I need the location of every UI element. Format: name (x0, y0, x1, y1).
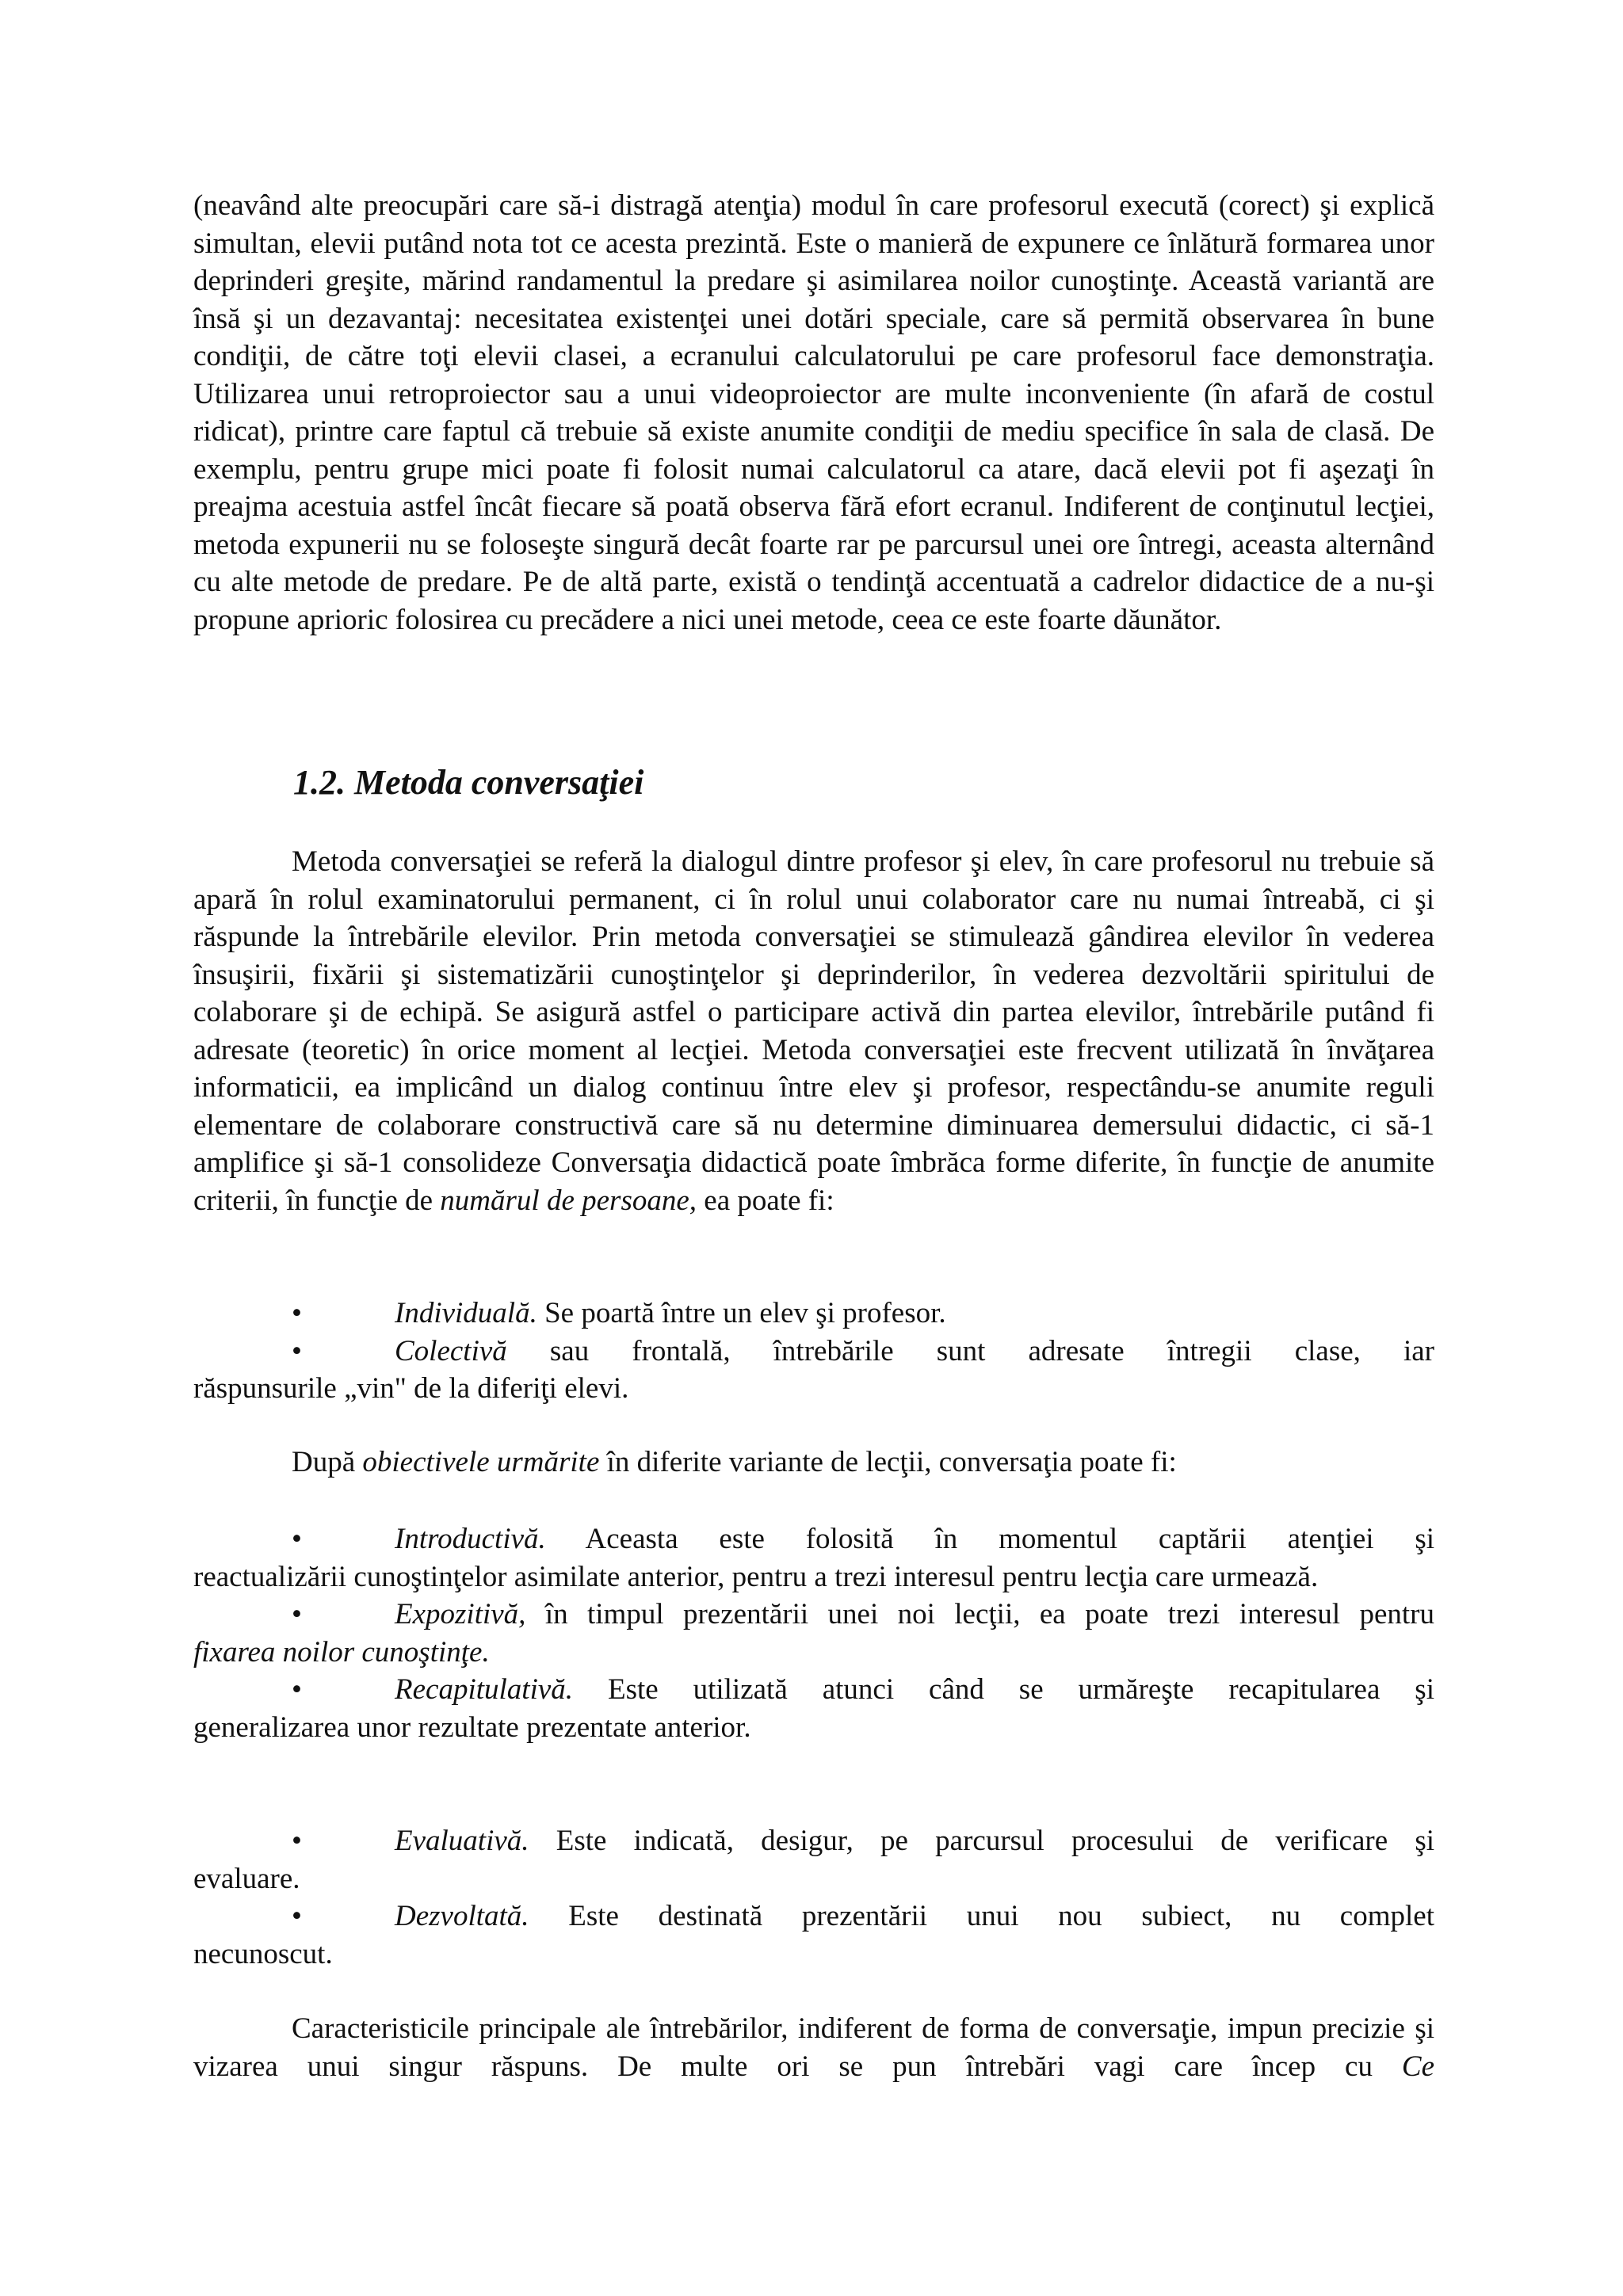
bullet-icon: • (292, 1673, 302, 1706)
list-item-text: sau frontală, întrebările sunt adresate întregii clase, iar (506, 1334, 1434, 1367)
list-item-introductiva (193, 1520, 1434, 1558)
paragraph-caracteristici-emphasis: Ce (1401, 2050, 1434, 2083)
list-item-recapitulativa (193, 1671, 1434, 1709)
bullet-icon: • (292, 1598, 302, 1630)
section-heading: 1.2. Metoda conversaţiei (293, 763, 644, 802)
list-item-term: Introductivă. (395, 1523, 546, 1555)
list-item-individuala (193, 1295, 1434, 1333)
list-item-term: Expozitivă, (395, 1598, 526, 1630)
paragraph-obiective-post: în diferite variante de lecţii, conversaţia poate fi: (599, 1446, 1177, 1478)
list-item-dezvoltata-continuation: necunoscut. (193, 1937, 333, 1970)
list-item-text: Este utilizată atunci când se urmăreşte recapitularea şi (573, 1673, 1434, 1706)
bullet-icon: • (292, 1523, 302, 1555)
list-item-dezvoltata (193, 1897, 1434, 1936)
paragraph-conversatie-emphasis: numărul de persoane, (440, 1184, 697, 1217)
list-item-evaluativa-continuation: evaluare. (193, 1862, 300, 1895)
list-item-text: în timpul prezentării unei noi lecţii, ea poate trezi interesul pentru (525, 1598, 1434, 1630)
bullet-icon: • (292, 1297, 302, 1329)
bullet-list-persons (193, 1295, 1434, 1408)
paragraph-obiective-emphasis: obiectivele urmărite (362, 1446, 600, 1478)
bullet-icon: • (292, 1334, 302, 1367)
paragraph-conversatie-text: Metoda conversaţiei se referă la dialogul dintre profesor şi elev, în care profesorul nu trebuie să apară în rolul examinatorului permanent, ci în rolul unui colaborator care nu numai întreabă, ci şi răspunde la întrebările elevilor. Prin metoda conversaţiei se stimulează gândirea elevilor în vederea însuşirii, fixării şi sistematizării cunoştinţelor şi deprinderilor, în vederea dezvoltării spiritului de colaborare şi de echipă. Se asigură astfel o participare activă din partea elevilor, întrebările putând fi adresate (teoretic) în orice moment al lecţiei. Metoda conversaţiei este frecvent utilizată în învăţarea informaticii, ea implicând un dialog continuu între elev şi profesor, respectându-se anumite reguli elementare de colaborare constructivă care să nu determine diminuarea demersului didactic, ci să-1 amplifice şi să-1 consolideze Conversaţia didactică poate îmbrăca forme diferite, în funcţie de anumite criterii, în funcţie de (193, 845, 1434, 1217)
paragraph-expunere: (neavând alte preocupări care să-i distragă atenţia) modul în care profesorul execută (corect) şi explică simultan, elevii putând nota tot ce acesta prezintă. Este o manieră de expunere ce înlătură formarea unor deprinderi greşite, mărind randamentul la predare şi asimilarea noilor cunoştinţe. Această variantă are însă şi un dezavantaj: necesitatea existenţei unei dotări speciale, care să permită observarea în bune condiţii, de către toţi elevii clasei, a ecranului calculatorului pe care profesorul face demonstraţia. Utilizarea unui retroproiector sau a unui videoproiector are multe inconveniente (în afară de costul ridicat), printre care faptul că trebuie să existe anumite condiţii de mediu specifice în sala de clasă. De exemplu, pentru grupe mici poate fi folosit numai calculatorul ca atare, dacă elevii pot fi aşezaţi în preajma acestuia astfel încât fiecare să poată observa fără efort ecranul. Indiferent de conţinutul lecţiei, metoda expunerii nu se foloseşte singură decât foarte rar pe parcursul unei ore întregi, aceasta alternând cu alte metode de predare. Pe de altă parte, există o tendinţă accentuată a cadrelor didactice de a nu-şi propune aprioric folosirea cu precădere a nici unei metode, ceea ce este foarte dăunător. (193, 189, 1434, 636)
list-item-text: Este indicată, desigur, pe parcursul procesului de verificare şi (529, 1825, 1434, 1857)
list-item-colectiva (193, 1333, 1434, 1371)
list-item-evaluativa (193, 1822, 1434, 1860)
list-item-term: Recapitulativă. (395, 1673, 574, 1706)
list-item-expozitiva (193, 1596, 1434, 1634)
list-item-text: Este destinată prezentării unui nou subiect, nu complet (529, 1900, 1434, 1932)
paragraph-conversatie (193, 843, 1434, 1219)
list-item-text: Se poartă între un elev şi profesor. (537, 1297, 946, 1329)
bullet-icon: • (292, 1825, 302, 1857)
list-item-expozitiva-continuation (193, 1634, 1434, 1672)
list-item-introductiva-continuation: reactualizării cunoştinţelor asimilate anterior, pentru a trezi interesul pentru lecţia care urmează. (193, 1560, 1319, 1593)
list-item-emphasis: fixarea noilor cunoştinţe. (193, 1635, 490, 1669)
paragraph-conversatie-tail: ea poate fi: (697, 1184, 834, 1217)
paragraph-obiective (193, 1444, 1434, 1482)
paragraph-caracteristici (193, 2010, 1434, 2085)
paragraph-obiective-pre: După (292, 1446, 363, 1478)
list-item-term: Individuală. (395, 1297, 537, 1329)
list-item-colectiva-continuation: răspunsurile „vin" de la diferiţi elevi. (193, 1372, 629, 1405)
list-item-recapitulativa-continuation: generalizarea unor rezultate prezentate anterior. (193, 1711, 751, 1744)
list-item-term: Evaluativă. (395, 1825, 529, 1857)
list-item-term: Colectivă (395, 1334, 507, 1367)
bullet-list-objectives-cont (193, 1822, 1434, 1973)
bullet-list-objectives (193, 1520, 1434, 1746)
bullet-icon: • (292, 1900, 302, 1932)
paragraph-caracteristici-text: Caracteristicile principale ale întrebărilor, indiferent de forma de conversaţie, impun precizie şi vizarea unui singur răspuns. De multe ori se pun întrebări vagi care încep cu (193, 2012, 1434, 2083)
list-item-term: Dezvoltată. (395, 1900, 529, 1932)
list-item-text: Aceasta este folosită în momentul captării atenţiei şi (545, 1523, 1434, 1555)
